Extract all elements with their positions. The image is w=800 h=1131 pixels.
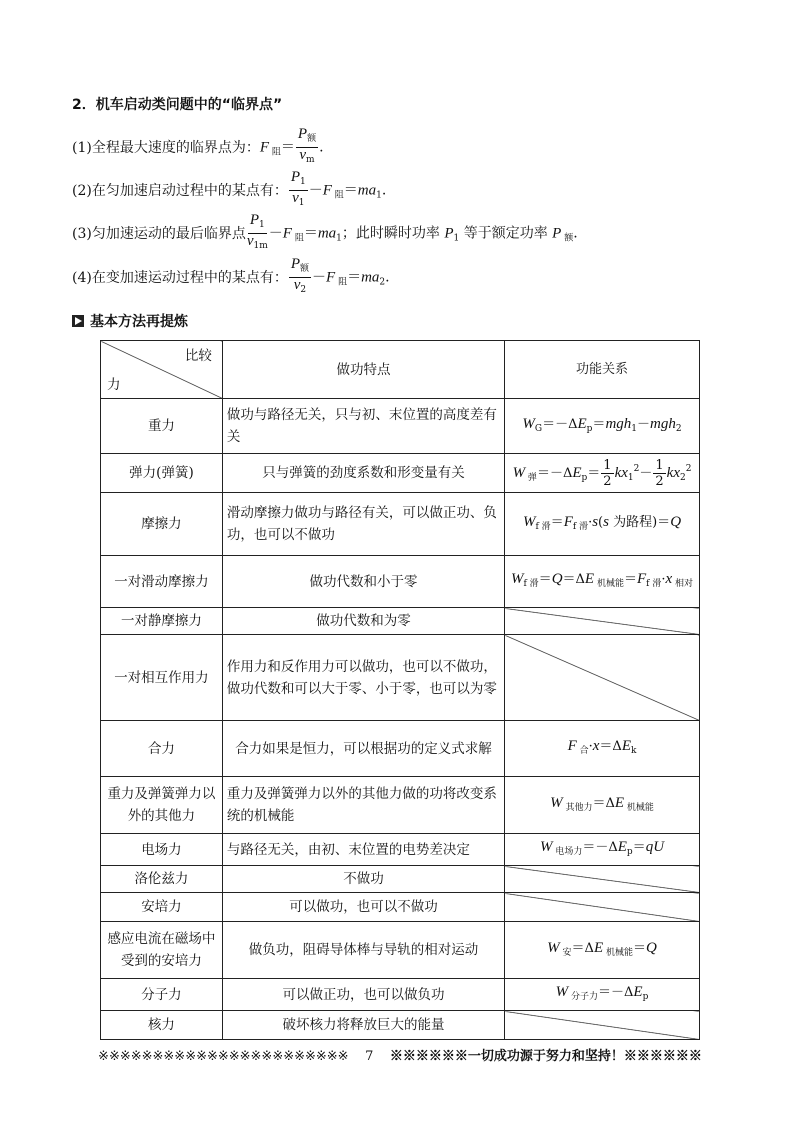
fraction bbox=[247, 213, 268, 254]
subscript: 弹 bbox=[525, 472, 537, 483]
subscript: 1 bbox=[300, 176, 306, 187]
item-label: (1)全程最大速度的临界点为： bbox=[72, 140, 260, 156]
subscript: 2 bbox=[379, 277, 386, 287]
footer bbox=[0, 1048, 800, 1066]
numerator bbox=[248, 213, 267, 234]
math-var: mgh bbox=[650, 415, 676, 432]
formula bbox=[246, 213, 578, 254]
feature-cell: 做功与路径无关，只与初、末位置的高度差有关 bbox=[222, 399, 504, 454]
subscript: 额 bbox=[561, 233, 574, 243]
numerator bbox=[289, 170, 308, 191]
math-text: 2 bbox=[603, 473, 612, 489]
math-var: W bbox=[555, 984, 569, 1000]
subscript: 其他力 bbox=[562, 802, 593, 813]
force-cell: 重力及弹簧弹力以外的其他力 bbox=[101, 777, 223, 834]
footer-left: ※※※※※※※※※※※※※※※※※※※※※※※ bbox=[98, 1049, 349, 1064]
subscript: 机械能 bbox=[603, 947, 633, 958]
subscript: 2 bbox=[679, 472, 686, 483]
table-row bbox=[101, 777, 700, 834]
superscript: 2 bbox=[633, 463, 640, 474]
feature-cell: 可以做正功，也可以做负功 bbox=[222, 979, 504, 1011]
math-text: . bbox=[385, 269, 390, 285]
subscript: 相对 bbox=[672, 579, 694, 589]
relation-cell bbox=[505, 922, 700, 979]
math-var: Q bbox=[646, 939, 657, 956]
math-var: W bbox=[550, 794, 563, 811]
denominator bbox=[655, 474, 663, 489]
feature-cell: 可以做功，也可以不做功 bbox=[222, 893, 504, 922]
corner-cell bbox=[101, 341, 223, 399]
formula bbox=[260, 127, 324, 168]
feature-cell: 做功代数和为零 bbox=[222, 608, 504, 635]
math-text: ＝ bbox=[550, 514, 564, 530]
subscript: 分子力 bbox=[568, 992, 599, 1002]
relation-cell bbox=[505, 454, 700, 493]
relation-cell bbox=[505, 777, 700, 834]
math-var: P bbox=[249, 211, 260, 228]
math-text: － bbox=[312, 269, 327, 285]
numerator bbox=[289, 257, 311, 278]
denominator bbox=[292, 191, 304, 211]
subscript: 合 bbox=[576, 746, 589, 756]
math-text: · bbox=[661, 572, 666, 587]
fraction bbox=[296, 127, 318, 168]
subscript: 阻 bbox=[331, 190, 344, 200]
subscript: k bbox=[630, 746, 637, 756]
math-var: Q bbox=[670, 513, 682, 530]
math-var: E bbox=[593, 939, 604, 956]
feature-cell: 做负功，阻碍导体棒与导轨的相对运动 bbox=[222, 922, 504, 979]
method-title bbox=[72, 311, 188, 331]
math-var: E bbox=[584, 571, 595, 587]
math-text: ；此时瞬时功率 bbox=[341, 225, 445, 241]
math-var: W bbox=[522, 513, 536, 530]
feature-cell: 做功代数和小于零 bbox=[222, 556, 504, 608]
force-cell: 洛伦兹力 bbox=[101, 866, 223, 893]
math-text: ＝ bbox=[538, 572, 552, 587]
force-cell: 一对滑动摩擦力 bbox=[101, 556, 223, 608]
feature-cell: 只与弹簧的劲度系数和形变量有关 bbox=[222, 454, 504, 493]
relation-cell bbox=[505, 493, 700, 556]
column-header-relation: 功能关系 bbox=[505, 341, 700, 399]
math-var: kx bbox=[614, 464, 628, 481]
subscript: 机械能 bbox=[594, 579, 624, 589]
force-cell: 感应电流在磁场中受到的安培力 bbox=[101, 922, 223, 979]
math-var: x bbox=[665, 571, 673, 587]
subscript: G bbox=[534, 423, 543, 434]
feature-cell: 不做功 bbox=[222, 866, 504, 893]
fraction bbox=[601, 458, 613, 489]
force-cell: 合力 bbox=[101, 721, 223, 777]
denominator bbox=[603, 474, 611, 489]
feature-cell: 作用力和反作用力可以做功，也可以不做功，做功代数和可以大于零、小于零，也可以为零 bbox=[222, 635, 504, 721]
subscript: 2 bbox=[675, 423, 682, 434]
item-1 bbox=[72, 125, 324, 166]
math-text: ＝Δ bbox=[571, 940, 594, 956]
math-text: . bbox=[319, 139, 324, 155]
math-text: ＝ bbox=[347, 269, 362, 285]
math-var: ma bbox=[317, 225, 337, 241]
item-label: (3)匀加速运动的最后临界点 bbox=[72, 226, 246, 242]
subscript: f 滑 bbox=[646, 579, 662, 589]
math-var: F bbox=[259, 139, 270, 155]
table-row bbox=[101, 866, 700, 893]
feature-cell: 重力及弹簧弹力以外的其他力做的功将改变系统的机械能 bbox=[222, 777, 504, 834]
math-var: W bbox=[522, 415, 535, 432]
item-2 bbox=[72, 168, 387, 209]
math-text: ＝ bbox=[632, 940, 646, 956]
subscript: 机械能 bbox=[624, 802, 654, 813]
math-var: F bbox=[322, 182, 332, 198]
math-text: ＝ bbox=[303, 225, 318, 241]
subscript: 1 bbox=[336, 233, 342, 243]
math-var: F bbox=[326, 269, 336, 285]
math-var: W bbox=[539, 839, 553, 855]
math-var: P bbox=[290, 168, 301, 185]
corner-top-label: 比较 bbox=[184, 348, 212, 364]
subscript: 电场力 bbox=[552, 847, 583, 857]
math-var: W bbox=[547, 939, 560, 956]
method-title-text: 基本方法再提炼 bbox=[90, 314, 188, 330]
table-row bbox=[101, 979, 700, 1011]
math-text: ＝ bbox=[623, 572, 637, 587]
section-title: 2．机车启动类问题中的“临界点” bbox=[72, 97, 283, 113]
feature-cell: 滑动摩擦力做功与路径有关，可以做正功、负功，也可以不做功 bbox=[222, 493, 504, 556]
math-text: ＝ bbox=[280, 139, 295, 155]
math-text: － bbox=[268, 225, 283, 241]
relation-cell bbox=[505, 721, 700, 777]
table-row bbox=[101, 922, 700, 979]
math-var: E bbox=[577, 415, 587, 432]
math-text: 为路程)＝ bbox=[608, 514, 671, 530]
table-and-footer bbox=[100, 340, 700, 1066]
numerator bbox=[653, 458, 665, 474]
subscript: p bbox=[642, 992, 649, 1002]
math-var: x bbox=[592, 738, 600, 754]
fraction bbox=[289, 170, 308, 211]
relation-cell bbox=[505, 556, 700, 608]
math-text: · bbox=[588, 739, 593, 754]
subscript: 1 bbox=[453, 233, 460, 243]
subscript: 阻 bbox=[291, 233, 304, 243]
table-row bbox=[101, 493, 700, 556]
play-icon bbox=[72, 315, 84, 327]
math-text: . bbox=[573, 225, 578, 241]
math-text: · bbox=[588, 514, 593, 530]
math-var: mgh bbox=[605, 415, 632, 432]
table-row bbox=[101, 721, 700, 777]
subscript: 安 bbox=[559, 947, 572, 958]
force-cell: 摩擦力 bbox=[101, 493, 223, 556]
table-row bbox=[101, 399, 700, 454]
feature-cell: 破坏核力将释放巨大的能量 bbox=[222, 1011, 504, 1040]
feature-cell: 合力如果是恒力，可以根据功的定义式求解 bbox=[222, 721, 504, 777]
subscript: 1 bbox=[631, 423, 638, 434]
formula bbox=[288, 170, 386, 211]
feature-cell: 与路径无关，由初、末位置的电势差决定 bbox=[222, 834, 504, 866]
math-text: ＝ bbox=[632, 840, 646, 855]
subscript: 2 bbox=[300, 284, 307, 295]
math-var: F bbox=[567, 738, 577, 754]
math-var: F bbox=[636, 571, 647, 587]
math-text: ＝ bbox=[343, 182, 358, 198]
fraction bbox=[653, 458, 665, 489]
table-row bbox=[101, 635, 700, 721]
force-cell: 分子力 bbox=[101, 979, 223, 1011]
force-cell: 弹力(弹簧) bbox=[101, 454, 223, 493]
formula bbox=[288, 257, 390, 298]
subscript: m bbox=[306, 154, 315, 165]
relation-cell bbox=[505, 979, 700, 1011]
force-cell: 电场力 bbox=[101, 834, 223, 866]
table-row bbox=[101, 834, 700, 866]
item-label: (2)在匀加速启动过程中的某点有： bbox=[72, 183, 288, 199]
math-var: Q bbox=[551, 571, 563, 587]
table-row bbox=[101, 1011, 700, 1040]
superscript: 2 bbox=[685, 463, 692, 474]
math-var: qU bbox=[645, 839, 665, 855]
subscript: p bbox=[586, 423, 593, 434]
empty-diagonal-cell bbox=[505, 893, 700, 922]
math-var: P bbox=[297, 125, 308, 142]
subscript: f 滑 bbox=[523, 579, 539, 589]
table-row bbox=[101, 608, 700, 635]
subscript: 1m bbox=[253, 240, 268, 251]
force-cell: 安培力 bbox=[101, 893, 223, 922]
page-number: 7 bbox=[365, 1049, 374, 1064]
math-var: kx bbox=[666, 464, 680, 481]
math-text: ＝－Δ bbox=[598, 985, 634, 1000]
math-var: s bbox=[603, 513, 609, 530]
force-cell: 重力 bbox=[101, 399, 223, 454]
subscript: f 滑 bbox=[572, 521, 589, 532]
math-text: ＝Δ bbox=[592, 795, 615, 811]
math-text: ＝ bbox=[587, 465, 601, 481]
force-cell: 一对相互作用力 bbox=[101, 635, 223, 721]
math-var: s bbox=[592, 513, 599, 530]
math-text: 2 bbox=[655, 473, 664, 489]
math-var: E bbox=[621, 738, 631, 754]
math-var: v bbox=[292, 189, 299, 206]
math-var: ma bbox=[357, 182, 377, 198]
math-var: W bbox=[512, 464, 526, 481]
subscript: 额 bbox=[307, 133, 317, 144]
work-energy-table bbox=[100, 340, 700, 1040]
math-var: F bbox=[563, 513, 573, 530]
math-text: 1 bbox=[603, 457, 612, 473]
subscript: p bbox=[581, 472, 588, 483]
math-text: － bbox=[639, 465, 653, 481]
subscript: f 滑 bbox=[535, 521, 551, 532]
force-cell: 核力 bbox=[101, 1011, 223, 1040]
math-text: ＝ bbox=[592, 416, 606, 432]
subscript: 1 bbox=[259, 219, 265, 230]
math-var: v bbox=[246, 232, 254, 249]
table-header-row bbox=[101, 341, 700, 399]
math-text: . bbox=[381, 182, 387, 198]
item-4 bbox=[72, 255, 390, 296]
math-var: v bbox=[299, 146, 307, 163]
empty-diagonal-cell bbox=[505, 635, 700, 721]
math-text: ＝－Δ bbox=[542, 416, 578, 432]
math-text: ＝Δ bbox=[599, 739, 622, 754]
subscript: 1 bbox=[376, 190, 382, 200]
item-3 bbox=[72, 211, 578, 252]
empty-diagonal-cell bbox=[505, 608, 700, 635]
math-var: E bbox=[617, 839, 627, 855]
math-text: ＝－Δ bbox=[582, 840, 618, 855]
math-var: W bbox=[510, 571, 524, 587]
math-var: E bbox=[614, 794, 625, 811]
table-row bbox=[101, 454, 700, 493]
empty-diagonal-cell bbox=[505, 1011, 700, 1040]
math-text: ＝Δ bbox=[562, 572, 585, 587]
math-text: － bbox=[308, 182, 323, 198]
math-text: ( bbox=[598, 514, 604, 530]
math-var: P bbox=[552, 225, 562, 241]
footer-motto: ※※※※※※一切成功源于努力和坚持！※※※※※※ bbox=[389, 1049, 702, 1064]
math-var: F bbox=[282, 225, 292, 241]
math-text: － bbox=[637, 416, 651, 432]
empty-diagonal-cell bbox=[505, 866, 700, 893]
denominator bbox=[299, 148, 314, 168]
relation-cell bbox=[505, 399, 700, 454]
math-var: v bbox=[293, 276, 301, 293]
subscript: 1 bbox=[627, 472, 634, 483]
fraction bbox=[289, 257, 311, 298]
subscript: 阻 bbox=[335, 277, 348, 287]
numerator bbox=[601, 458, 613, 474]
column-header-feature: 做功特点 bbox=[222, 341, 504, 399]
force-cell: 一对静摩擦力 bbox=[101, 608, 223, 635]
math-text: 1 bbox=[655, 457, 664, 473]
item-label: (4)在变加速运动过程中的某点有： bbox=[72, 270, 288, 286]
subscript: 额 bbox=[300, 263, 310, 274]
relation-cell bbox=[505, 834, 700, 866]
numerator bbox=[296, 127, 318, 148]
subscript: 阻 bbox=[269, 147, 281, 157]
math-var: E bbox=[572, 464, 582, 481]
subscript: 1 bbox=[298, 197, 305, 208]
math-var: P bbox=[444, 225, 454, 241]
subscript: p bbox=[626, 847, 633, 857]
math-text: 等于额定功率 bbox=[459, 225, 553, 241]
math-text: ＝－Δ bbox=[536, 465, 573, 481]
corner-bottom-label: 力 bbox=[107, 377, 121, 393]
table-row bbox=[101, 893, 700, 922]
math-var: E bbox=[633, 984, 643, 1000]
math-var: P bbox=[290, 255, 301, 272]
denominator bbox=[294, 278, 306, 298]
math-var: ma bbox=[361, 269, 380, 285]
table-row bbox=[101, 556, 700, 608]
denominator bbox=[247, 234, 268, 254]
